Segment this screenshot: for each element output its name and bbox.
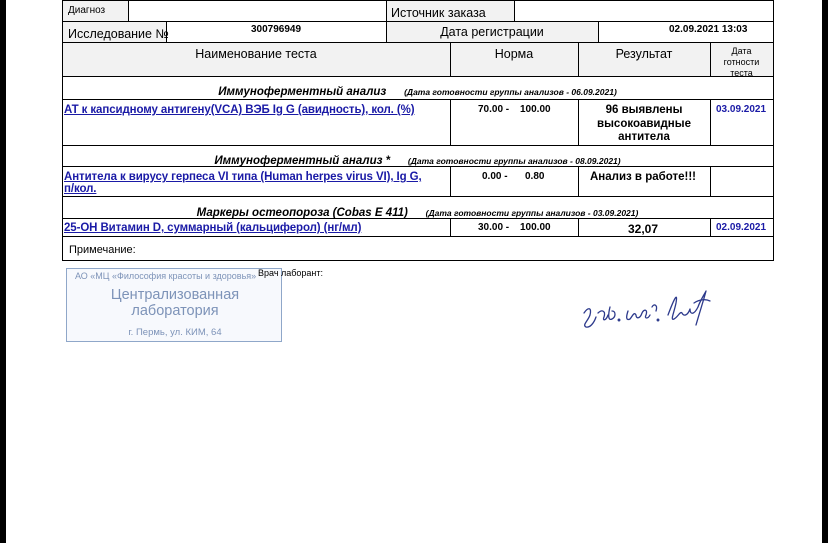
stamp-title: Централизованная лаборатория: [110, 287, 240, 319]
result-value: 32,07: [628, 222, 659, 236]
result-value: Анализ в работе!!!: [590, 171, 696, 183]
ready-date: 02.09.2021: [716, 222, 767, 233]
test-name: АТ к капсидному антигену(VCA) ВЭБ Ig G (авидность), кол. (%): [64, 104, 415, 116]
study-number: 300796949: [250, 24, 302, 35]
group-title: Иммуноферментный анализ: [218, 86, 387, 98]
result-value: 96 выявлены высокоавидные антитела: [597, 104, 691, 143]
stamp-org-line: АО «МЦ «Философия красоты и здоровья»: [75, 271, 257, 281]
column-result: Результат: [615, 47, 673, 61]
column-test-name: Наименование теста: [195, 47, 317, 61]
order-source-label: Источник заказа: [391, 6, 486, 20]
test-name: Антитела к вирусу герпеса VI типа (Human herpes virus VI), Ig G, п/кол.: [64, 171, 422, 195]
group-note: (Дата готовности группы анализов - 08.09.2021): [407, 156, 621, 166]
diagnosis-label: Диагноз: [68, 5, 106, 16]
norm-high: 100.00: [520, 222, 551, 233]
group-header: [62, 151, 773, 169]
norm-low: 30.00 -: [478, 222, 510, 233]
left-border-bar: [0, 0, 6, 543]
norm-low: 0.00 -: [482, 171, 508, 182]
registration-date: 02.09.2021 13:03: [669, 24, 748, 35]
doctor-label: Врач лаборант:: [258, 268, 324, 278]
group-header: [62, 203, 773, 221]
group-title: Иммуноферментный анализ *: [214, 155, 391, 167]
norm-low: 70.00 -: [478, 104, 510, 115]
ready-date: 03.09.2021: [716, 104, 767, 115]
registration-label: Дата регистрации: [440, 25, 544, 39]
group-note: (Дата готовности группы анализов - 06.09.2021): [404, 87, 617, 97]
test-name: 25-ОН Витамин D, суммарный (кальциферол) (нг/мл): [64, 222, 362, 234]
group-header: [62, 82, 773, 100]
column-ready-date: Дата готности теста: [723, 46, 760, 78]
stamp-address: г. Пермь, ул. КИМ, 64: [128, 327, 222, 338]
right-border-bar: [822, 0, 828, 543]
laboratory-stamp: [66, 268, 282, 342]
norm-high: 0.80: [525, 171, 545, 182]
note-label: Примечание:: [69, 244, 136, 256]
group-note: (Дата готовности группы анализов - 03.09.2021): [425, 208, 639, 218]
study-label: Исследование №: [68, 27, 169, 41]
norm-high: 100.00: [520, 104, 551, 115]
group-title: Маркеры остеопороза (Cobas E 411): [196, 207, 408, 219]
signature-image: [578, 285, 728, 335]
column-norm: Норма: [494, 47, 534, 61]
